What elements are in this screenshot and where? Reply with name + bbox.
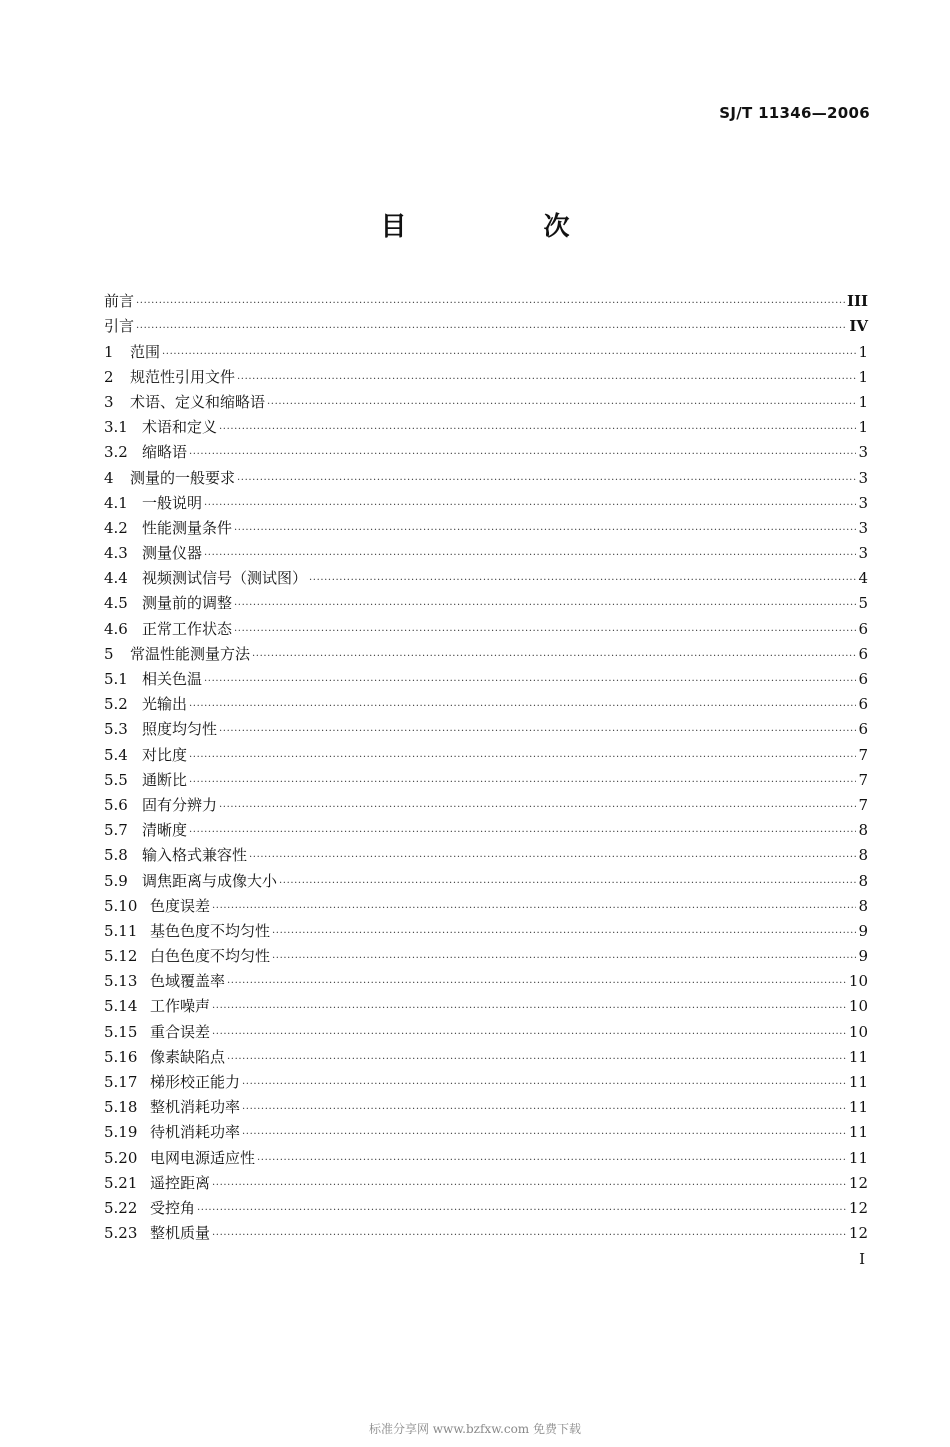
toc-entry[interactable]: [104, 663, 868, 688]
toc-leader-dots: [227, 975, 847, 987]
toc-entry-page: 7: [858, 795, 868, 814]
toc-leader-dots: [197, 1202, 847, 1214]
toc-entry-number: 5.6: [104, 795, 128, 814]
toc-entry-page: 3: [858, 468, 868, 487]
toc-leader-dots: [136, 295, 845, 307]
toc-entry-page: 11: [848, 1098, 868, 1117]
toc-entry[interactable]: [104, 386, 868, 411]
toc-entry-number: 5.3: [104, 720, 128, 739]
toc-entry[interactable]: [104, 990, 868, 1015]
toc-entry-page: 1: [858, 392, 868, 411]
toc-leader-dots: [212, 1026, 847, 1038]
toc-leader-dots: [249, 849, 856, 861]
toc-leader-dots: [242, 1076, 847, 1088]
toc-leader-dots: [136, 320, 847, 332]
toc-entry-number: 5.1: [104, 670, 128, 688]
toc-entry-label: 通断比: [142, 770, 188, 789]
toc-entry-page: 10: [848, 1022, 868, 1041]
toc-entry-label: 性能测量条件: [142, 518, 233, 537]
toc-entry[interactable]: [104, 713, 868, 738]
toc-leader-dots: [212, 900, 856, 912]
table-of-contents: [104, 285, 868, 1242]
toc-entry[interactable]: [104, 461, 868, 486]
toc-entry-page: 5: [858, 594, 868, 613]
toc-entry-number: 5.2: [104, 695, 128, 714]
toc-entry-number: 5.15: [104, 1022, 138, 1041]
toc-entry-label: 测量的一般要求: [130, 468, 236, 487]
toc-entry-label: 术语和定义: [142, 418, 218, 437]
toc-entry-page: 6: [858, 644, 868, 663]
toc-entry-page: IV: [849, 317, 868, 336]
toc-entry-label: 相关色温: [142, 670, 203, 688]
toc-entry[interactable]: [104, 839, 868, 864]
toc-entry-label: 遥控距离: [150, 1173, 211, 1192]
toc-entry[interactable]: [104, 1167, 868, 1192]
toc-entry[interactable]: [104, 1091, 868, 1116]
toc-leader-dots: [189, 824, 856, 836]
toc-leader-dots: [189, 774, 856, 786]
toc-entry-label: 工作噪声: [150, 997, 211, 1016]
toc-entry-page: 12: [848, 1173, 868, 1192]
toc-entry[interactable]: [104, 915, 868, 940]
toc-entry[interactable]: [104, 1141, 868, 1166]
toc-entry-label: 缩略语: [142, 443, 188, 462]
toc-leader-dots: [212, 1000, 847, 1012]
toc-entry-page: 4: [858, 569, 868, 588]
toc-entry-number: 5.8: [104, 846, 128, 865]
toc-leader-dots: [257, 1152, 847, 1164]
toc-entry[interactable]: [104, 512, 868, 537]
toc-entry-number: 3.2: [104, 443, 128, 462]
toc-entry-number: 5.14: [104, 997, 138, 1016]
toc-entry-page: 11: [848, 1148, 868, 1167]
toc-leader-dots: [252, 648, 856, 660]
toc-entry-label: 调焦距离与成像大小: [142, 871, 278, 890]
toc-entry-page: 7: [858, 745, 868, 764]
toc-leader-dots: [234, 597, 856, 609]
toc-entry[interactable]: [104, 965, 868, 990]
toc-entry[interactable]: [104, 587, 868, 612]
toc-entry[interactable]: [104, 764, 868, 789]
toc-entry-page: 8: [858, 871, 868, 890]
toc-entry[interactable]: [104, 738, 868, 763]
toc-entry-page: 7: [858, 770, 868, 789]
toc-leader-dots: [267, 396, 856, 408]
toc-entry-page: 8: [858, 821, 868, 840]
toc-entry-label: 一般说明: [142, 493, 203, 512]
toc-entry-label: 常温性能测量方法: [130, 644, 251, 663]
toc-entry-label: 受控角: [150, 1198, 196, 1217]
toc-entry-number: 4.4: [104, 569, 128, 588]
toc-entry-label: 电网电源适应性: [150, 1148, 256, 1167]
toc-entry[interactable]: [104, 285, 868, 310]
toc-entry-label: 色度误差: [150, 896, 211, 915]
toc-entry-label: 术语、定义和缩略语: [130, 392, 266, 411]
toc-entry-number: 1: [104, 342, 114, 361]
toc-entry-label: 规范性引用文件: [130, 367, 236, 386]
toc-entry-label: 范围: [130, 342, 161, 361]
toc-leader-dots: [242, 1126, 847, 1138]
toc-entry-number: 5.22: [104, 1198, 138, 1217]
toc-entry[interactable]: [104, 890, 868, 915]
toc-entry-page: III: [846, 292, 868, 311]
toc-entry-number: 4.1: [104, 493, 128, 512]
toc-leader-dots: [242, 1101, 847, 1113]
toc-entry[interactable]: [104, 864, 868, 889]
toc-entry-label: 白色色度不均匀性: [150, 947, 271, 966]
toc-entry[interactable]: [104, 814, 868, 839]
toc-entry[interactable]: [104, 487, 868, 512]
page-number: I: [859, 1250, 865, 1268]
toc-leader-dots: [227, 1051, 847, 1063]
toc-entry-label: 前言: [104, 292, 135, 311]
toc-entry-number: 5.12: [104, 947, 138, 966]
toc-leader-dots: [237, 371, 856, 383]
toc-entry[interactable]: [104, 1015, 868, 1040]
toc-entry-label: 整机消耗功率: [150, 1098, 241, 1117]
toc-entry-page: 11: [848, 1047, 868, 1066]
toc-entry[interactable]: [104, 1192, 868, 1217]
toc-entry-number: 5.20: [104, 1148, 138, 1167]
toc-leader-dots: [204, 547, 856, 559]
toc-entry[interactable]: [104, 436, 868, 461]
toc-leader-dots: [272, 925, 856, 937]
page-title: 目 次: [380, 212, 634, 242]
toc-entry-page: 3: [858, 443, 868, 462]
toc-entry-page: 3: [858, 518, 868, 537]
toc-entry-page: 3: [858, 544, 868, 563]
toc-entry-label: 清晰度: [142, 821, 188, 840]
toc-entry-number: 4.3: [104, 544, 128, 563]
toc-entry-number: 5: [104, 644, 114, 663]
toc-entry-label: 基色色度不均匀性: [150, 921, 271, 940]
toc-entry-page: 3: [858, 493, 868, 512]
toc-leader-dots: [219, 723, 856, 735]
toc-entry[interactable]: [104, 789, 868, 814]
toc-leader-dots: [279, 875, 856, 887]
toc-leader-dots: [189, 698, 856, 710]
toc-entry-label: 重合误差: [150, 1022, 211, 1041]
toc-entry-label: 对比度: [142, 745, 188, 764]
toc-leader-dots: [162, 346, 856, 358]
toc-entry-number: 5.9: [104, 871, 128, 890]
toc-entry-page: 11: [848, 1123, 868, 1142]
toc-entry-label: 梯形校正能力: [150, 1073, 241, 1091]
toc-entry[interactable]: [104, 940, 868, 965]
toc-entry-page: 10: [848, 972, 868, 991]
standard-code: SJ/T 11346—2006: [719, 104, 870, 122]
toc-entry-number: 3: [104, 392, 114, 411]
toc-entry[interactable]: [104, 562, 868, 587]
toc-entry-label: 测量仪器: [142, 544, 203, 563]
toc-leader-dots: [189, 446, 856, 458]
toc-leader-dots: [234, 623, 856, 635]
toc-entry-number: 5.21: [104, 1173, 138, 1192]
toc-leader-dots: [204, 497, 856, 509]
toc-entry-page: 6: [858, 619, 868, 638]
toc-leader-dots: [309, 572, 856, 584]
toc-entry-number: 4.5: [104, 594, 128, 613]
toc-entry-number: 4.6: [104, 619, 128, 638]
toc-entry-number: 5.16: [104, 1047, 138, 1066]
toc-entry[interactable]: [104, 612, 868, 637]
toc-entry-page: 6: [858, 670, 868, 688]
toc-entry-label: 测量前的调整: [142, 594, 233, 613]
toc-entry[interactable]: [104, 1217, 868, 1242]
toc-entry-page: 8: [858, 846, 868, 865]
toc-entry-number: 5.13: [104, 972, 138, 991]
toc-entry-page: 11: [848, 1073, 868, 1091]
toc-entry-number: 5.4: [104, 745, 128, 764]
toc-entry-label: 照度均匀性: [142, 720, 218, 739]
toc-entry[interactable]: [104, 411, 868, 436]
toc-leader-dots: [237, 472, 856, 484]
toc-entry-number: 5.7: [104, 821, 128, 840]
toc-entry-number: 5.11: [104, 921, 138, 940]
toc-entry-number: 4: [104, 468, 114, 487]
toc-entry-label: 像素缺陷点: [150, 1047, 226, 1066]
toc-leader-dots: [219, 421, 856, 433]
toc-entry-page: 6: [858, 720, 868, 739]
toc-entry-number: 2: [104, 367, 114, 386]
toc-entry-number: 5.17: [104, 1073, 138, 1091]
toc-entry-label: 色域覆盖率: [150, 972, 226, 991]
toc-entry-label: 整机质量: [150, 1224, 211, 1243]
toc-leader-dots: [219, 799, 856, 811]
toc-entry-number: 4.2: [104, 518, 128, 537]
toc-entry[interactable]: [104, 361, 868, 386]
toc-entry-label: 输入格式兼容性: [142, 846, 248, 865]
toc-leader-dots: [272, 950, 856, 962]
toc-entry[interactable]: [104, 335, 868, 360]
toc-entry[interactable]: [104, 1066, 868, 1091]
toc-entry-page: 9: [858, 947, 868, 966]
toc-entry-number: 5.10: [104, 896, 138, 915]
toc-entry-label: 正常工作状态: [142, 619, 233, 638]
toc-entry-page: 12: [848, 1198, 868, 1217]
toc-entry-page: 1: [858, 418, 868, 437]
toc-entry-label: 光输出: [142, 695, 188, 714]
footer-watermark: 标准分享网 www.bzfxw.com 免费下载: [368, 1422, 582, 1436]
toc-entry-page: 1: [858, 367, 868, 386]
toc-entry-number: 5.18: [104, 1098, 138, 1117]
toc-entry-page: 10: [848, 997, 868, 1016]
toc-entry-number: 5.19: [104, 1123, 138, 1142]
toc-entry-page: 6: [858, 695, 868, 714]
toc-entry[interactable]: [104, 638, 868, 663]
toc-leader-dots: [212, 1227, 847, 1239]
toc-entry-label: 引言: [104, 317, 135, 336]
toc-entry[interactable]: [104, 1116, 868, 1141]
toc-leader-dots: [204, 673, 856, 685]
toc-entry-page: 8: [858, 896, 868, 915]
toc-entry-number: 5.23: [104, 1224, 138, 1243]
toc-entry[interactable]: [104, 537, 868, 562]
toc-leader-dots: [234, 522, 856, 534]
toc-entry-number: 3.1: [104, 418, 128, 437]
toc-leader-dots: [212, 1177, 847, 1189]
toc-entry[interactable]: [104, 1041, 868, 1066]
toc-entry-label: 视频测试信号（测试图）: [142, 569, 308, 588]
toc-entry[interactable]: [104, 310, 868, 335]
toc-entry[interactable]: [104, 688, 868, 713]
toc-entry-page: 12: [848, 1224, 868, 1243]
toc-entry-number: 5.5: [104, 770, 128, 789]
toc-entry-label: 待机消耗功率: [150, 1123, 241, 1142]
toc-leader-dots: [189, 749, 856, 761]
toc-entry-page: 1: [858, 342, 868, 361]
toc-entry-page: 9: [858, 921, 868, 940]
toc-entry-label: 固有分辨力: [142, 795, 218, 814]
